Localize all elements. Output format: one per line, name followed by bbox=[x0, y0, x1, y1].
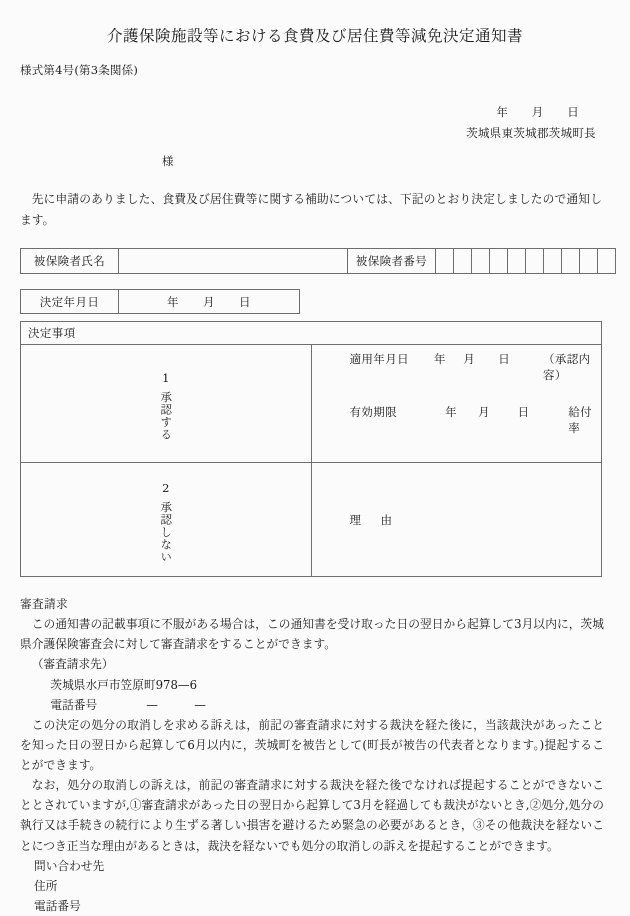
insured-number-box[interactable] bbox=[580, 249, 598, 274]
review-request-paragraph-2 bbox=[20, 715, 610, 775]
insured-number-label: 被保険者番号 bbox=[348, 249, 436, 274]
insured-number-box[interactable] bbox=[562, 249, 580, 274]
insured-name-input[interactable] bbox=[119, 249, 348, 274]
reject-marker-cell bbox=[21, 463, 312, 577]
approve-content-cell bbox=[311, 345, 602, 463]
approval-content-note: （承認内容） bbox=[542, 351, 591, 382]
apply-date-field-row bbox=[312, 351, 602, 383]
expiry-date-day[interactable]: 日 bbox=[517, 404, 530, 419]
benefit-rate-label: 給付率 bbox=[568, 404, 592, 435]
decision-items-table bbox=[20, 321, 602, 577]
decision-date-value[interactable]: 年 月 日 bbox=[119, 290, 300, 314]
insured-number-box[interactable] bbox=[454, 249, 472, 274]
approve-row-label: 承認する bbox=[159, 390, 174, 441]
review-request-paragraph-1-text: この通知書の記載事項に不服がある場合は，この通知書を受け取った日の翌日から起算して3月以内に，茨城県介護保険審査会に対して審査請求をすることができます。 bbox=[20, 617, 604, 652]
insured-name-label: 被保険者氏名 bbox=[21, 249, 119, 274]
insured-number-box[interactable] bbox=[544, 249, 562, 274]
review-request-section bbox=[20, 594, 610, 856]
table-row-approve bbox=[21, 345, 602, 463]
review-request-paragraph-2-text: この決定の処分の取消しを求める訴えは，前記の審査請求に対する裁決を経た後に，当該裁決があったことを知った日の翌日から起算して6月以内に，茨城町を被告として(町長が被告の代表者となります。)提起することができます。 bbox=[20, 717, 604, 773]
body-paragraph bbox=[20, 189, 610, 230]
decision-date-table bbox=[20, 289, 300, 314]
review-request-paragraph-3 bbox=[20, 775, 610, 856]
review-destination-tel-line bbox=[20, 695, 610, 715]
apply-date-month[interactable]: 月 bbox=[463, 351, 475, 366]
insured-number-box[interactable] bbox=[472, 249, 490, 274]
page-title: 介護保険施設等における食費及び居住費等減免決定通知書 bbox=[106, 27, 523, 45]
expiry-date-year[interactable]: 年 bbox=[445, 404, 457, 419]
decision-items-header: 決定事項 bbox=[21, 322, 602, 345]
review-destination-address: 茨城県水戸市笠原町978—6 bbox=[50, 677, 198, 692]
expiry-date-field-row bbox=[312, 404, 602, 436]
apply-date-year[interactable]: 年 bbox=[434, 351, 446, 366]
insured-number-box[interactable] bbox=[508, 249, 526, 274]
tel-dash-2: — bbox=[194, 697, 206, 712]
issue-date: 年 月 日 bbox=[496, 104, 579, 119]
review-destination-tel-label: 電話番号 bbox=[50, 697, 98, 712]
reason-label: 理 由 bbox=[349, 512, 396, 527]
reject-content-cell[interactable] bbox=[311, 463, 602, 577]
review-destination-label: （審査請求先） bbox=[31, 657, 114, 672]
table-row bbox=[21, 290, 300, 314]
insured-person-table bbox=[20, 248, 616, 274]
contact-address-label: 住所 bbox=[34, 878, 58, 893]
insured-number-box[interactable] bbox=[526, 249, 544, 274]
decision-items-header-row bbox=[21, 322, 602, 345]
reject-row-number: 2 bbox=[162, 480, 170, 495]
reject-row-label: 承認しない bbox=[159, 500, 174, 564]
issue-block bbox=[20, 102, 610, 145]
expiry-date-label: 有効期限 bbox=[349, 404, 398, 419]
review-request-paragraph-3-text: なお，処分の取消しの訴えは，前記の審査請求に対する裁決を経た後でなければ提起することができないこととされていますが,①審査請求があった日の翌日から起算して3月を経過しても裁決がないとき,②処分,処分の執行又は手続きの続行により生ずる著しい損害を避けるため緊急の必要があるとき，③その他裁決を経ないことにつき正当な理由があるときは，裁決を経ないでも処分の取消しの訴えを提起することができます。 bbox=[20, 778, 604, 853]
decision-date-label: 決定年月日 bbox=[21, 290, 119, 314]
insured-number-box[interactable] bbox=[490, 249, 508, 274]
insured-number-box[interactable] bbox=[598, 249, 616, 274]
contact-heading: 問い合わせ先 bbox=[34, 858, 105, 873]
table-row bbox=[21, 249, 616, 274]
approve-marker-cell bbox=[21, 345, 312, 463]
review-request-heading: 審査請求 bbox=[20, 597, 68, 612]
insured-number-box[interactable] bbox=[436, 249, 454, 274]
apply-date-label: 適用年月日 bbox=[349, 351, 409, 366]
form-number: 様式第4号(第3条関係) bbox=[20, 62, 139, 77]
contact-tel-label: 電話番号 bbox=[34, 898, 81, 913]
issuer-name: 茨城県東茨城郡茨城町長 bbox=[466, 125, 596, 140]
apply-date-day[interactable]: 日 bbox=[498, 351, 510, 366]
addressee-line: 様 bbox=[162, 154, 174, 169]
approve-row-number: 1 bbox=[162, 371, 170, 386]
table-row-reject bbox=[21, 463, 602, 577]
expiry-date-month[interactable]: 月 bbox=[478, 404, 490, 419]
contact-block bbox=[20, 856, 610, 916]
review-request-paragraph-1 bbox=[20, 614, 610, 654]
body-paragraph-text: 先に申請のありました、食費及び居住費等に関する補助については、下記のとおり決定しましたので通知します。 bbox=[20, 192, 602, 227]
tel-dash-1: — bbox=[146, 697, 158, 712]
